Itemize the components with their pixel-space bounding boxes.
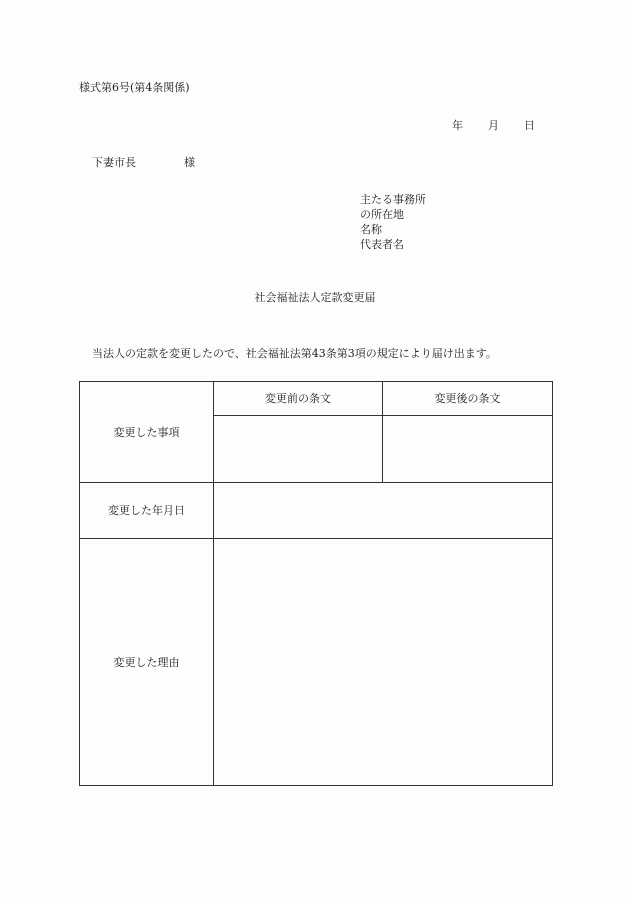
change-form-table <box>79 381 553 786</box>
before-article-field[interactable] <box>214 416 383 483</box>
before-article-header: 変更前の条文 <box>214 382 383 416</box>
applicant-block <box>360 192 426 252</box>
date-month-label: 月 <box>488 119 499 132</box>
applicant-representative-label: 代表者名 <box>360 238 404 251</box>
body-text: 当法人の定款を変更したので、社会福祉法第43条第3項の規定により届け出ます。 <box>92 347 497 360</box>
changed-date-field[interactable] <box>214 483 553 539</box>
after-article-field[interactable] <box>383 416 553 483</box>
addressee-honorific: 様 <box>184 156 195 169</box>
applicant-address-label: の所在地 <box>360 208 404 221</box>
changed-item-label: 変更した事項 <box>80 382 214 483</box>
form-number: 様式第6号(第4条関係) <box>79 81 190 94</box>
document-title: 社会福祉法人定款変更届 <box>254 291 376 304</box>
after-article-header: 変更後の条文 <box>383 382 553 416</box>
changed-date-label: 変更した年月日 <box>80 483 214 539</box>
applicant-office-label: 主たる事務所 <box>360 193 426 206</box>
reason-label: 変更した理由 <box>80 539 214 786</box>
date-day-label: 日 <box>524 119 535 132</box>
date-year-label: 年 <box>452 119 463 132</box>
applicant-name-label: 名称 <box>360 223 382 236</box>
reason-field[interactable] <box>214 539 553 786</box>
addressee-name: 下妻市長 <box>92 156 136 169</box>
